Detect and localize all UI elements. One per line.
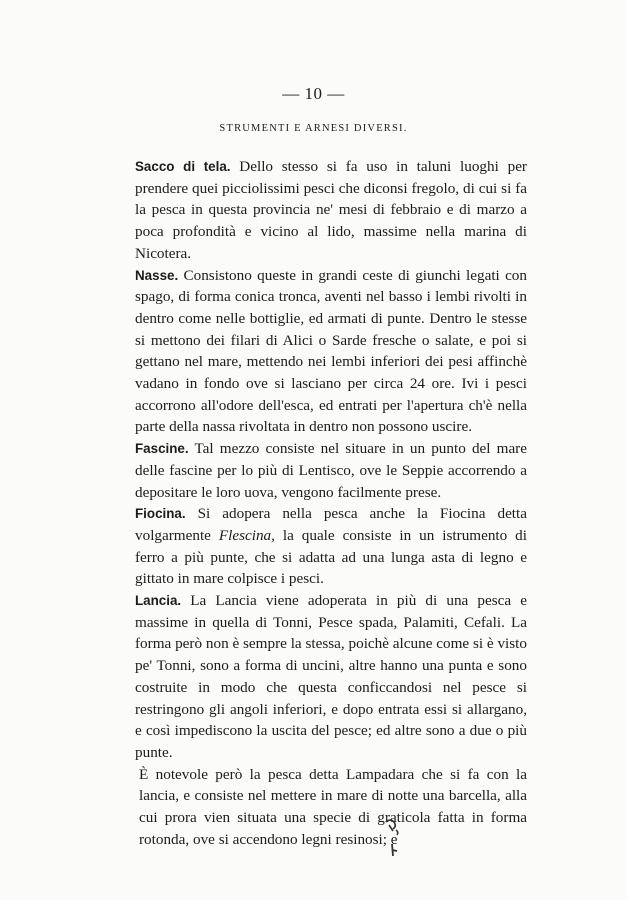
italic-term-flescina: Flescina, (218, 526, 275, 544)
paragraph-text: Si adopera nella pesca anche la Fiocina detta volgarmente (135, 505, 527, 544)
text-body (135, 156, 527, 851)
paragraph-text: Consistono queste in grandi ceste di giunchi legati con spago, di forma conica tronca, aventi nel basso i lembi rivolti in dentro come nelle bottiglie, ed armati di punte. Dentro le stesse si mettono dei filari di Alici o Sarde fresche o salate, e poi si gettano nel mare, mettendo nei lembi inferiori dei pesi affinchè vadano in fondo ove si lasciano per circa 24 ore. Ivi i pesci accorrono all'odore dell'esca, ed entrati per l'apertura ch'è nella parte della nassa rivoltata in dentro non possono uscire. (135, 266, 527, 436)
page-number: — 10 — (282, 84, 345, 103)
paragraph-nasse (135, 265, 527, 439)
paragraph-text: La Lancia viene adoperata in più di una pesca e massime in quella di Tonni, Pesce spada, Palamiti, Cefali. La forma però non è sempre la stessa, poichè alcune come si è visto pe' Tonni, sono a forma di uncini, altre hanno una punta e sono costruite in modo che questa conficcandosi nel pesce si restringono gli angoli inferiori, e dopo entrata essi si allargano, e così impediscono la uscita del pesce; ed altre sono a due o più punte. (135, 592, 527, 761)
section-heading: STRUMENTI E ARNESI DIVERSI. (219, 123, 408, 134)
paragraph-sacco (135, 156, 527, 265)
term-sacco-di-tela: Sacco di tela. (135, 159, 231, 174)
term-nasse: Nasse. (135, 267, 179, 283)
paragraph-fascine (135, 438, 527, 503)
term-fiocina: Fiocina. (135, 506, 186, 522)
paragraph-text: È notevole però la pesca detta Lampadara che si fa con la lancia, e consiste nel mettere in mare di notte una barcella, alla cui prora vien situata una specie di graticola fatta in forma rotonda, ove si accendono legni resinosi; e (139, 765, 527, 848)
term-fascine: Fascine. (135, 441, 189, 457)
ink-mark-icon (380, 816, 410, 860)
paragraph-text: la quale consiste in un istrumento di ferro a più punte, che si adatta ad una lunga asta di legno e gittato in mare colpisce i pesci. (135, 526, 527, 588)
paragraph-text: Dello stesso si fa uso in taluni luoghi per prendere quei picciolissimi pesci che diconsi fregolo, di cui si fa la pesca in questa provincia ne' mesi di febbraio e di marzo a poca profondità e vicino al lido, massime nella marina di Nicotera. (135, 158, 527, 262)
paragraph-fiocina (135, 503, 527, 590)
term-lancia: Lancia. (135, 593, 182, 609)
paragraph-lampadara (135, 764, 527, 851)
paragraph-text: Tal mezzo consiste nel situare in un punto del mare delle fascine per lo più di Lentisco, ove le Seppie accorrendo a depositare le loro uova, vengono facilmente prese. (135, 440, 527, 501)
paragraph-lancia (135, 590, 527, 764)
